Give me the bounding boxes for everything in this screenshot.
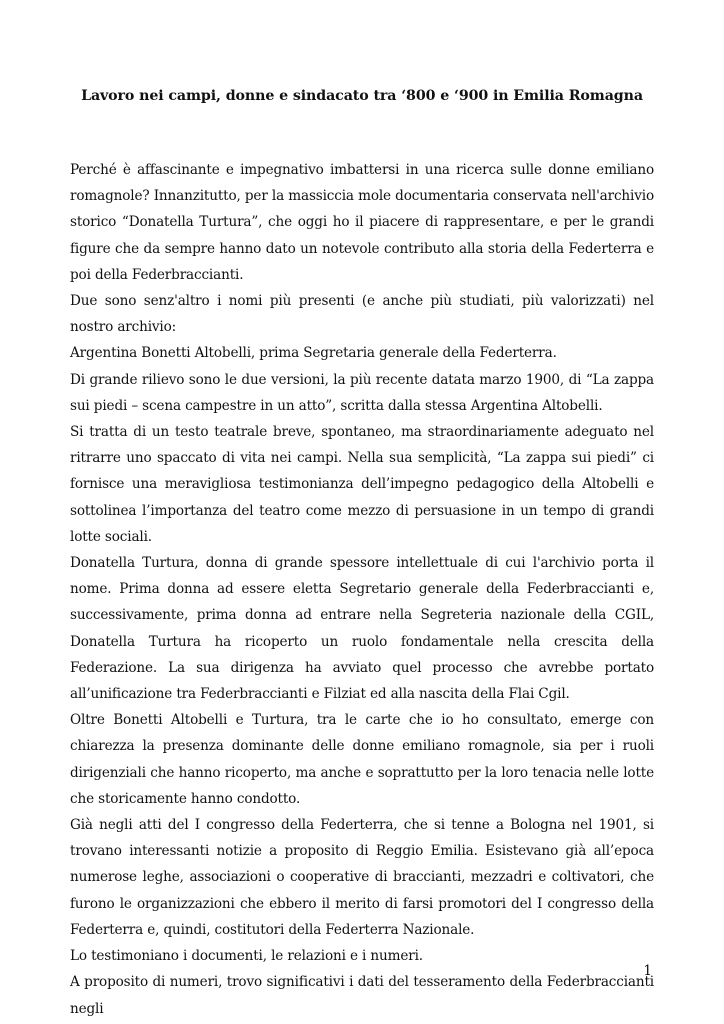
document-title: Lavoro nei campi, donne e sindacato tra ‘800 e ‘900 in Emilia Romagna: [81, 88, 643, 104]
paragraph: A proposito di numeri, trovo significativi i dati del tesseramento della Federbraccianti negli: [70, 974, 654, 1017]
paragraph: Oltre Bonetti Altobelli e Turtura, tra le carte che io ho consultato, emerge con chiarezza la presenza dominante delle donne emiliano romagnole, sia per i ruoli dirigenziali che hanno ricoperto, ma anche e soprattutto per la loro tenacia nelle lotte che storicamente hanno condotto.: [70, 712, 654, 807]
document-body: [70, 157, 654, 1022]
page-number: 1: [643, 963, 652, 979]
paragraph: Due sono senz'altro i nomi più presenti (e anche più studiati, più valorizzati) nel nostro archivio:: [70, 293, 654, 336]
paragraph: Donatella Turtura, donna di grande spessore intellettuale di cui l'archivio porta il nome. Prima donna ad essere eletta Segretario generale della Federbraccianti e, successivamente, prima donna ad entrare nella Segreteria nazionale della CGIL, Donatella Turtura ha ricoperto un ruolo fondamentale nella crescita della Federazione. La sua dirigenza ha avviato quel processo che avrebbe portato all’unificazione tra Federbraccianti e Filziat ed alla nascita della Flai Cgil.: [70, 555, 654, 703]
paragraph: Di grande rilievo sono le due versioni, la più recente datata marzo 1900, di “La zappa sui piedi – scena campestre in un atto”, scritta dalla stessa Argentina Altobelli.: [70, 371, 654, 414]
paragraph: Perché è affascinante e impegnativo imbattersi in una ricerca sulle donne emiliano romagnole? Innanzitutto, per la massiccia mole documentaria conservata nell'archivio storico “Donatella Turtura”, che oggi ho il piacere di rappresentare, e per le grandi figure che da sempre hanno dato un notevole contributo alla storia della Federterra e poi della Federbraccianti.: [70, 162, 654, 283]
paragraph: Si tratta di un testo teatrale breve, spontaneo, ma straordinariamente adeguato nel ritrarre uno spaccato di vita nei campi. Nella sua semplicità, “La zappa sui piedi” ci fornisce una meravigliosa testimonianza dell’impegno pedagogico della Altobelli e sottolinea l’importanza del teatro come mezzo di persuasione in un tempo di grandi lotte sociali.: [70, 424, 654, 545]
paragraph: Già negli atti del I congresso della Federterra, che si tenne a Bologna nel 1901, si trovano interessanti notizie a proposito di Reggio Emilia. Esistevano già all’epoca numerose leghe, associazioni o cooperative di braccianti, mezzadri e coltivatori, che furono le organizzazioni che ebbero il merito di farsi promotori del I congresso della Federterra e, quindi, costitutori della Federterra Nazionale.: [70, 817, 654, 938]
paragraph: Argentina Bonetti Altobelli, prima Segretaria generale della Federterra.: [70, 345, 557, 362]
paragraph: Lo testimoniano i documenti, le relazioni e i numeri.: [70, 948, 423, 965]
